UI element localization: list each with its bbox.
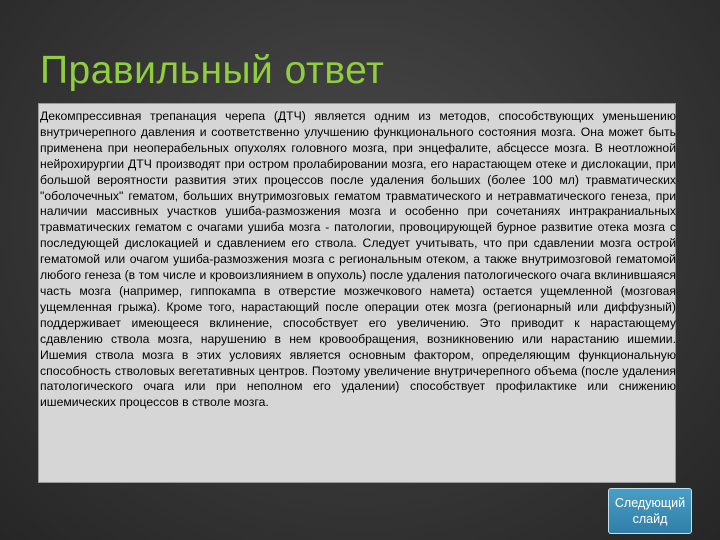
next-slide-button[interactable]: Следующий слайд <box>608 488 692 534</box>
slide-title: Правильный ответ <box>40 49 385 92</box>
slide-body-text: Декомпрессивная трепанация черепа (ДТЧ) является одним из методов, способствующих уменьшению внутричерепного давления и соответственно улучшению функционального состояния мозга. Она может быть применена при неоперабельных опухолях головного мозга, при энцефалите, абсцессе мозга. В неотложной нейрохирургии ДТЧ производят при остром пролабировании мозга, его нарастающем отеке и дислокации, при большой вероятности развития этих процессов после удаления больших (более 100 мл) травматических "оболочечных" гематом, больших внутримозговых гематом травматического и нетравматического генеза, при наличии массивных участков ушиба-размозжения мозга и особенно при сочетаниях интракраниальных травматических гематом с очагами ушиба мозга - патологии, провоцирующей бурное развитие отека мозга с последующей дислокацией и сдавлением его ствола. Следует учитывать, что при сдавлении мозга острой гематомой или очагом ушиба-размозжения мозга с региональным отеком, а также внутримозговой гематомой любого генеза (в том числе и кровоизлиянием в опухоль) после удаления патологического очага вклинившаяся часть мозга (например, гиппокампа в отверстие мозжечкового намета) остается ущемленной (мозговая ущемленная грыжа). Кроме того, нарастающий после операции отек мозга (регионарный или диффузный) поддерживает имеющееся вклинение, способствует его увеличению. Это приводит к нарастающему сдавлению ствола мозга, нарушению в нем кровообращения, возникновению или нарастанию ишемии. Ишемия ствола мозга в этих условиях является основным фактором, определяющим функциональную способность стволовых вегетативных центров. Поэтому увеличение внутричерепного объема (после удаления патологического очага или при неполном его удалении) способствует профилактике или снижению ишемических процессов в стволе мозга. <box>40 109 676 410</box>
